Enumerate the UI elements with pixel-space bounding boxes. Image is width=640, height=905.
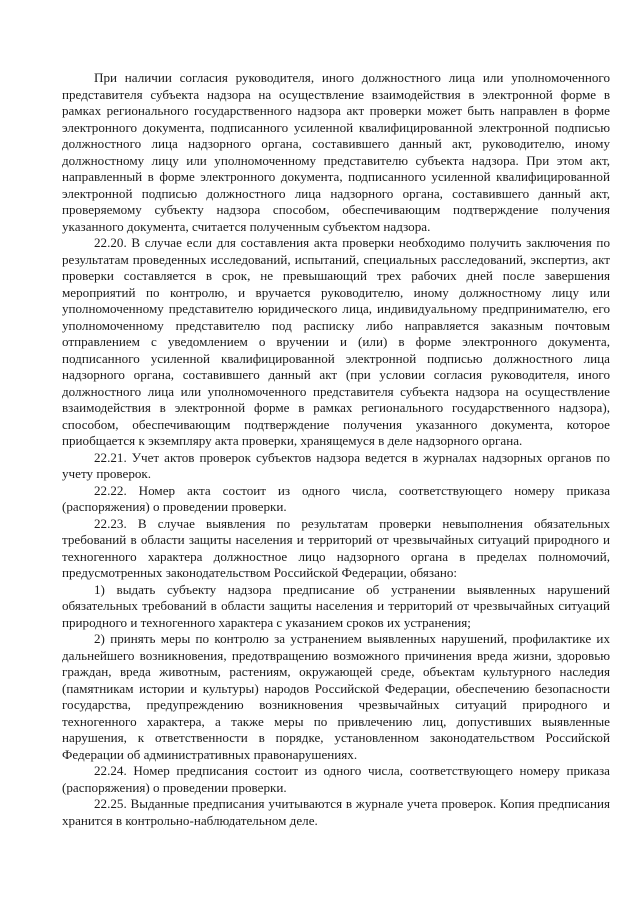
paragraph-22-22: 22.22. Номер акта состоит из одного числа, соответствующего номеру приказа (распоряжения) о проведении проверки. <box>62 482 610 514</box>
paragraph-consent-electronic-act: При наличии согласия руководителя, иного должностного лица или уполномоченного представителя субъекта надзора на осуществление взаимодействия в электронной форме в рамках регионального государственного надзора акт проверки может быть направлен в форме электронного документа, подписанного усиленной квалифицированной электронной подписью должностного лица надзорного органа, составившего данный акт, руководителю, иному должностному лицу или уполномоченному представителю субъекта надзора. При этом акт, направленный в форме электронного документа, подписанного усиленной квалифицированной электронной подписью должностного лица надзорного органа, составившего данный акт, проверяемому субъекту надзора способом, обеспечивающим подтверждение получения указанного документа, считается полученным субъектом надзора. <box>62 70 610 234</box>
paragraph-22-20: 22.20. В случае если для составления акта проверки необходимо получить заключения по результатам проведенных исследований, испытаний, специальных расследований, экспертиз, акт проверки составляется в срок, не превышающий трех рабочих дней после завершения мероприятий по контролю, и вручается руководителю, иному должностному лицу или уполномоченному представителю юридического лица, индивидуальному предпринимателю, его уполномоченному представителю под расписку либо направляется заказным почтовым отправлением с уведомлением о вручении и (или) в форме электронного документа, подписанного усиленной квалифицированной электронной подписью должностного лица надзорного органа, составившего данный акт (при условии согласия руководителя, иного должностного лица или уполномоченного представителя субъекта надзора на осуществление взаимодействия в электронной форме в рамках регионального государственного надзора), способом, обеспечивающим подтверждение получения указанного документа, которое приобщается к экземпляру акта проверки, хранящемуся в деле надзорного органа. <box>62 235 610 448</box>
paragraph-22-23-item-2: 2) принять меры по контролю за устранением выявленных нарушений, профилактике их дальнейшего возникновения, предотвращению возможного причинения вреда жизни, здоровью граждан, вреда животным, растениям, окружающей среде, объектам культурного наследия (памятникам истории и культуры) народов Российской Федерации, обеспечению безопасности государства, предупреждению возникновения чрезвычайных ситуаций природного и техногенного характера, а также меры по привлечению лиц, допустивших выявленные нарушения, к ответственности в порядке, установленном законодательством Российской Федерации об административных правонарушениях. <box>62 631 610 762</box>
paragraph-22-24: 22.24. Номер предписания состоит из одного числа, соответствующего номеру приказа (распоряжения) о проведении проверки. <box>62 763 610 795</box>
paragraph-22-25: 22.25. Выданные предписания учитываются в журнале учета проверок. Копия предписания хранится в контрольно-наблюдательном деле. <box>62 796 610 828</box>
paragraph-22-21: 22.21. Учет актов проверок субъектов надзора ведется в журналах надзорных органов по учету проверок. <box>62 449 610 481</box>
paragraph-22-23: 22.23. В случае выявления по результатам проверки невыполнения обязательных требований в области защиты населения и территорий от чрезвычайных ситуаций природного и техногенного характера должностное лицо надзорного органа в пределах полномочий, предусмотренных законодательством Российской Федерации, обязано: <box>62 515 610 580</box>
paragraph-22-23-item-1: 1) выдать субъекту надзора предписание об устранении выявленных нарушений обязательных требований в области защиты населения и территорий от чрезвычайных ситуаций природного и техногенного характера с указанием сроков их устранения; <box>62 581 610 630</box>
